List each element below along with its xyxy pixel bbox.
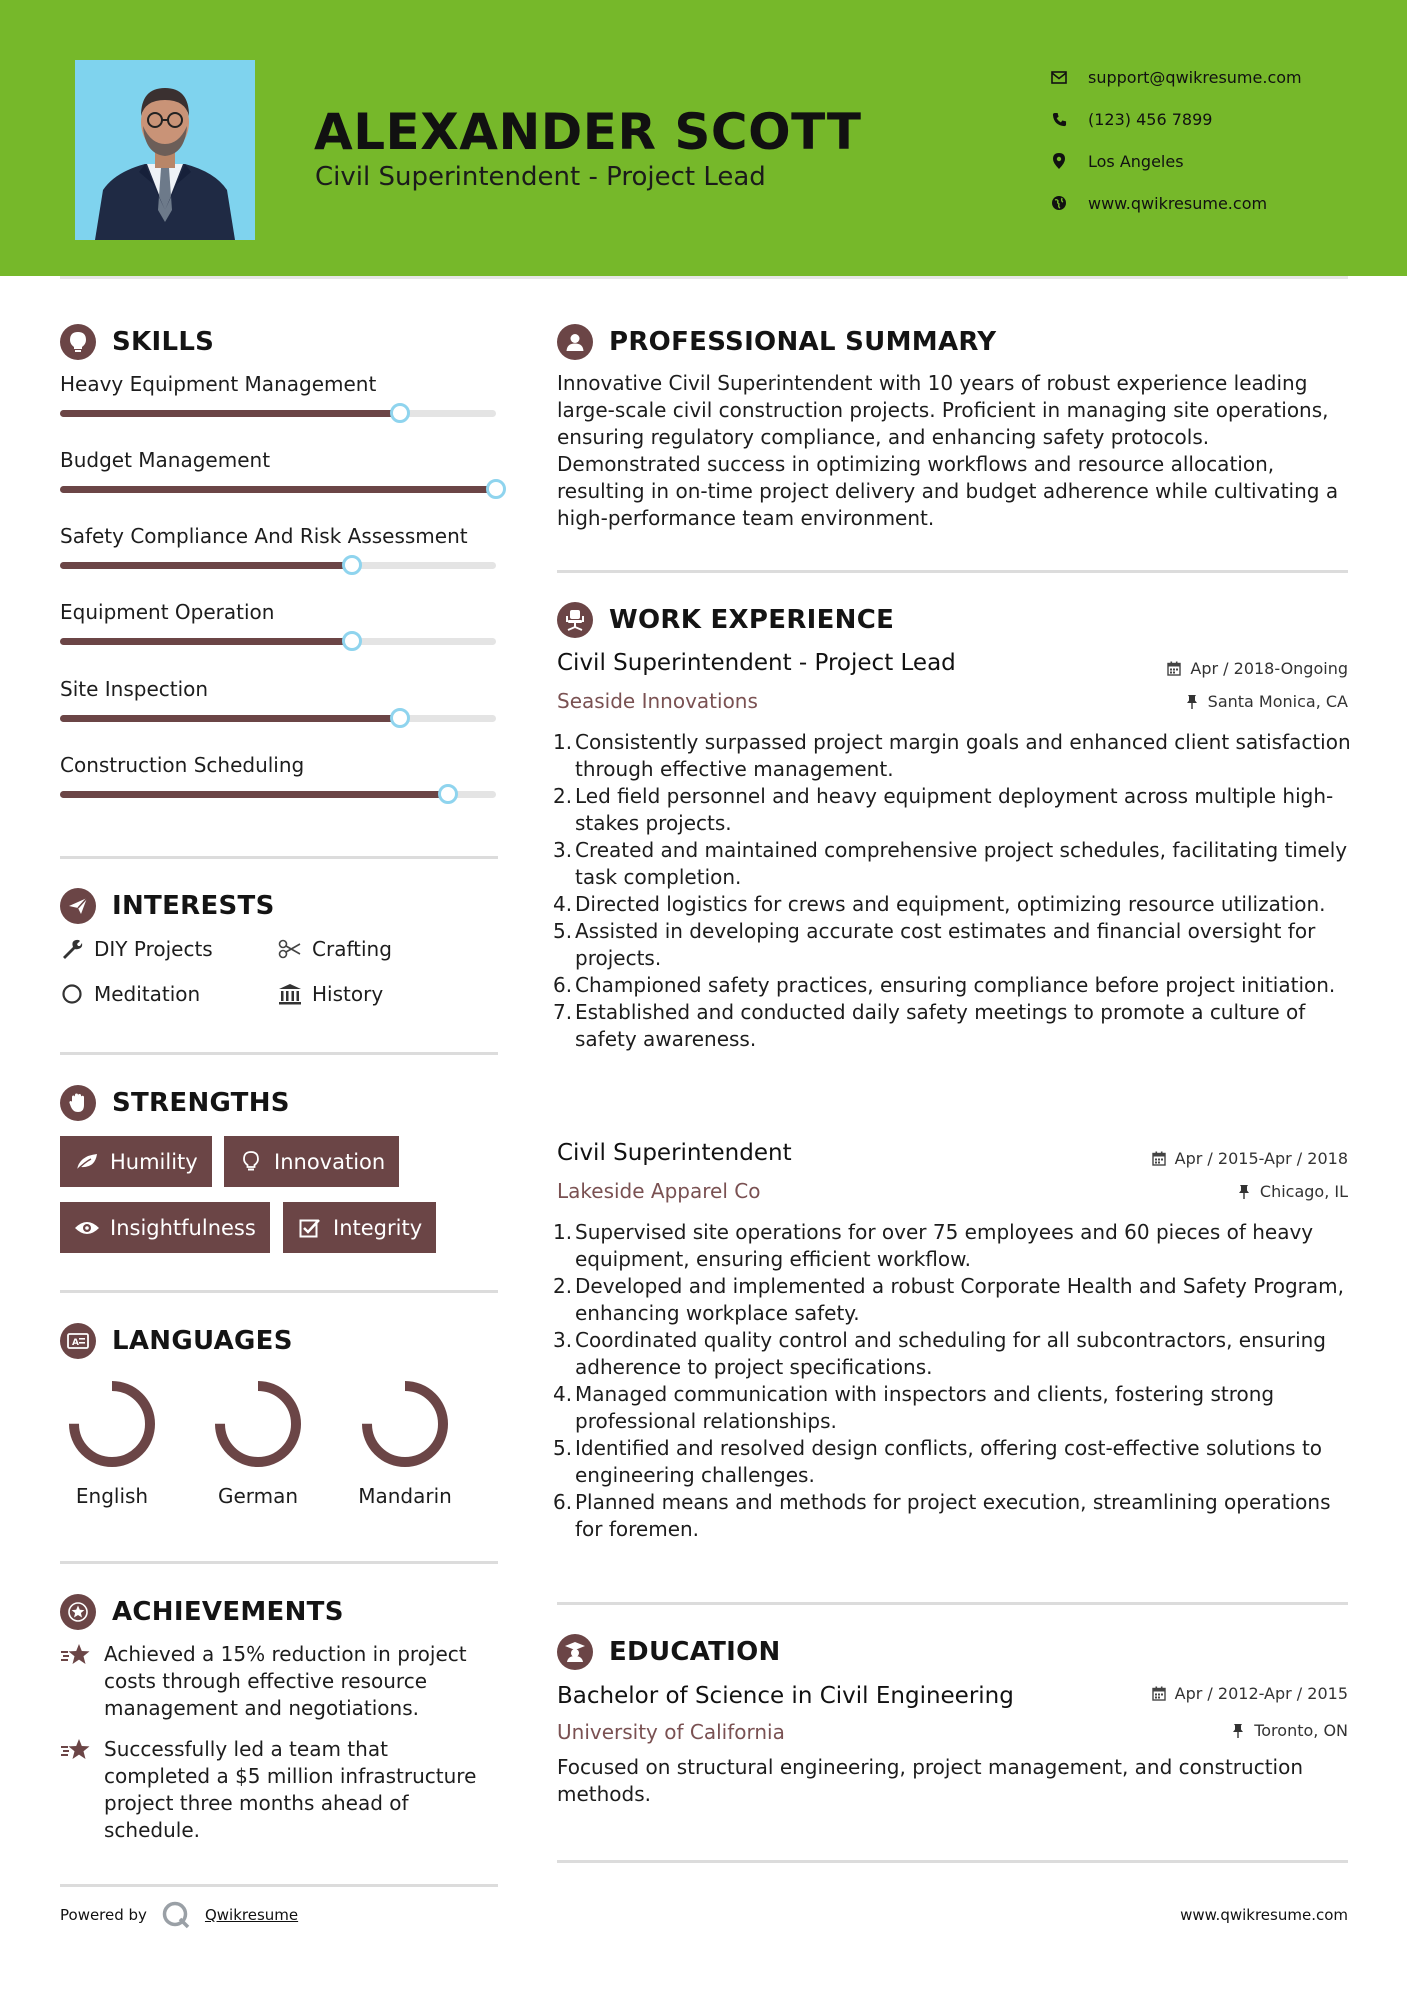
skill-name: Equipment Operation xyxy=(60,600,275,624)
strength-label: Insightfulness xyxy=(110,1215,256,1240)
contact-phone[interactable] xyxy=(1050,98,1302,140)
job-location xyxy=(1236,1182,1348,1201)
skill-item xyxy=(60,677,498,701)
language-item xyxy=(198,1378,318,1508)
calendar-icon xyxy=(1166,661,1182,677)
contact-email-text: support@qwikresume.com xyxy=(1088,67,1302,87)
footer-powered-by xyxy=(60,1900,298,1930)
interest-item xyxy=(278,937,392,961)
star-icon xyxy=(60,1736,92,1844)
language-item xyxy=(345,1378,465,1508)
hand-icon xyxy=(60,1085,96,1121)
interest-label: Crafting xyxy=(312,937,392,961)
globe-icon xyxy=(1050,194,1068,212)
achievement-text: Achieved a 15% reduction in project costs through effective resource management and negotiations. xyxy=(104,1642,467,1720)
job-duty: 5. Assisted in developing accurate cost estimates and financial oversight for projects. xyxy=(553,919,1316,970)
job-title: Civil Superintendent - Project Lead xyxy=(557,650,956,676)
office-chair-icon xyxy=(557,602,593,638)
strength-badge xyxy=(283,1202,436,1253)
powered-by-label: Powered by xyxy=(60,1906,147,1924)
section-divider xyxy=(557,1602,1348,1605)
job-duties-list xyxy=(553,729,1353,1053)
calendar-icon xyxy=(1151,1151,1167,1167)
language-level-ring xyxy=(66,1378,158,1470)
section-divider xyxy=(557,1860,1348,1863)
skill-name: Heavy Equipment Management xyxy=(60,372,377,396)
education-location xyxy=(1230,1721,1348,1740)
interest-item xyxy=(60,982,200,1006)
language-name: Mandarin xyxy=(358,1484,452,1508)
job-company: Seaside Innovations xyxy=(557,689,758,713)
star-badge-icon xyxy=(60,1594,96,1630)
skill-bar-fill xyxy=(60,715,400,722)
skill-bar-knob xyxy=(390,403,410,423)
pushpin-icon xyxy=(1236,1184,1252,1200)
languages-heading: A LANGUAGES xyxy=(60,1323,293,1359)
pushpin-icon xyxy=(1230,1723,1246,1739)
strength-label: Humility xyxy=(110,1149,198,1174)
user-icon xyxy=(557,324,593,360)
skill-bar xyxy=(60,715,496,722)
job-duty: 2. Developed and implemented a robust Corporate Health and Safety Program, enhancing workplace safety. xyxy=(553,1274,1344,1325)
job-company: Lakeside Apparel Co xyxy=(557,1179,761,1203)
job-duty: 6. Championed safety practices, ensuring compliance before project initiation. xyxy=(553,973,1336,997)
profile-photo xyxy=(75,60,255,240)
interest-label: Meditation xyxy=(94,982,201,1006)
skill-item xyxy=(60,372,498,396)
skill-bar-fill xyxy=(60,638,352,645)
contact-email[interactable] xyxy=(1050,56,1302,98)
strengths-heading: STRENGTHS xyxy=(60,1085,290,1121)
job-dates xyxy=(1151,1149,1348,1168)
strength-badge xyxy=(224,1136,399,1187)
wrench-icon xyxy=(60,937,84,961)
section-divider xyxy=(60,1290,498,1293)
brand-link[interactable]: Qwikresume xyxy=(204,1906,299,1924)
job-duty: 4. Directed logistics for crews and equipment, optimizing resource utilization. xyxy=(553,892,1326,916)
achievement-item xyxy=(60,1736,500,1844)
interest-item xyxy=(278,982,383,1006)
language-name: English xyxy=(75,1484,149,1508)
phone-icon xyxy=(1050,110,1068,128)
section-divider xyxy=(60,856,498,859)
skill-bar xyxy=(60,410,496,417)
lightbulb-icon xyxy=(238,1149,264,1175)
achievement-text: Successfully led a team that completed a $5 million infrastructure project three months ahead of schedule. xyxy=(104,1737,477,1842)
language-level-ring xyxy=(212,1378,304,1470)
star-icon xyxy=(60,1641,92,1722)
skill-bar-knob xyxy=(438,784,458,804)
interests-heading: INTERESTS xyxy=(60,888,275,924)
contact-phone-text: (123) 456 7899 xyxy=(1088,109,1213,129)
education-heading: EDUCATION xyxy=(557,1634,781,1670)
strength-label: Innovation xyxy=(274,1149,386,1174)
skill-name: Budget Management xyxy=(60,448,271,472)
interest-label: DIY Projects xyxy=(94,937,213,961)
skill-bar-knob xyxy=(390,708,410,728)
skill-item xyxy=(60,524,498,548)
interest-item xyxy=(60,937,213,961)
circle-outline-icon xyxy=(60,982,84,1006)
contact-location-text: Los Angeles xyxy=(1088,151,1184,171)
skill-bar xyxy=(60,562,496,569)
contact-website[interactable] xyxy=(1050,182,1302,224)
skill-item xyxy=(60,600,498,624)
skill-bar xyxy=(60,791,496,798)
skill-bar-knob xyxy=(342,631,362,651)
job-duty: 6. Planned means and methods for project execution, streamlining operations for foremen. xyxy=(553,1490,1331,1541)
job-dates-text: Apr / 2018-Ongoing xyxy=(1190,659,1348,678)
skill-bar-knob xyxy=(486,479,506,499)
header-divider xyxy=(60,276,1348,279)
section-divider xyxy=(60,1052,498,1055)
check-square-icon xyxy=(297,1215,323,1241)
footer-url[interactable]: www.qwikresume.com xyxy=(1180,1906,1348,1924)
candidate-title: Civil Superintendent - Project Lead xyxy=(315,162,766,192)
strength-badge xyxy=(60,1202,270,1253)
skill-bar xyxy=(60,638,496,645)
job-duty: 4. Managed communication with inspectors and clients, fostering strong professional relationships. xyxy=(553,1382,1275,1433)
strength-badge xyxy=(60,1136,212,1187)
leaf-icon xyxy=(74,1149,100,1175)
envelope-icon xyxy=(1050,68,1068,86)
education-degree: Bachelor of Science in Civil Engineering xyxy=(557,1683,1014,1709)
section-divider xyxy=(557,570,1348,573)
person-portrait-icon xyxy=(75,60,255,240)
job-duties-list xyxy=(553,1219,1353,1543)
language-card-icon xyxy=(60,1323,96,1359)
education-description: Focused on structural engineering, project management, and construction methods. xyxy=(557,1755,1304,1806)
scissors-icon xyxy=(278,937,302,961)
education-school: University of California xyxy=(557,1720,785,1744)
language-level-ring xyxy=(359,1378,451,1470)
job-title: Civil Superintendent xyxy=(557,1140,792,1166)
skill-name: Site Inspection xyxy=(60,677,209,701)
skill-bar-knob xyxy=(342,555,362,575)
job-duty: 1. Supervised site operations for over 75 employees and 60 pieces of heavy equipment, ensuring efficient workflow. xyxy=(553,1220,1314,1271)
section-divider xyxy=(60,1561,498,1564)
strength-label: Integrity xyxy=(333,1215,423,1240)
achievement-item xyxy=(60,1641,500,1722)
job-duty: 7. Established and conducted daily safety meetings to promote a culture of safety awareness. xyxy=(553,1000,1306,1051)
summary-text: Innovative Civil Superintendent with 10 years of robust experience leading large-scale civil construction projects. Proficient in managing site operations, ensuring regulatory compliance, and enhancing safety protocols. Demonstrated success in optimizing workflows and resource allocation, resulting in on-time project delivery and budget adherence while cultivating a high-performance team environment. xyxy=(557,371,1339,530)
job-location xyxy=(1184,692,1348,711)
skill-name: Construction Scheduling xyxy=(60,753,305,777)
skills-heading: SKILLS xyxy=(60,324,214,360)
education-location-text: Toronto, ON xyxy=(1254,1721,1348,1740)
eye-icon xyxy=(74,1215,100,1241)
candidate-name: ALEXANDER SCOTT xyxy=(314,103,862,161)
contact-list xyxy=(1050,56,1302,224)
skill-bar-fill xyxy=(60,791,448,798)
job-location-text: Chicago, IL xyxy=(1259,1182,1348,1201)
job-dates-text: Apr / 2015-Apr / 2018 xyxy=(1174,1149,1348,1168)
contact-location xyxy=(1050,140,1302,182)
pushpin-icon xyxy=(1184,694,1200,710)
bank-icon xyxy=(278,982,302,1006)
skill-item xyxy=(60,753,498,777)
summary-heading: PROFESSIONAL SUMMARY xyxy=(557,324,996,360)
job-duty: 3. Coordinated quality control and scheduling for all subcontractors, ensuring adherence to project specifications. xyxy=(553,1328,1327,1379)
job-duty: 5. Identified and resolved design conflicts, offering cost-effective solutions to engineering challenges. xyxy=(553,1436,1323,1487)
interest-label: History xyxy=(312,982,384,1006)
calendar-icon xyxy=(1151,1686,1167,1702)
job-dates xyxy=(1166,659,1348,678)
map-pin-icon xyxy=(1050,152,1068,170)
resume-header xyxy=(0,0,1407,276)
skill-item xyxy=(60,448,498,472)
qwikresume-logo-icon xyxy=(161,1900,191,1930)
skill-bar-fill xyxy=(60,562,352,569)
section-divider xyxy=(60,1884,498,1887)
skill-bar-fill xyxy=(60,486,496,493)
skill-bar xyxy=(60,486,496,493)
achievements-heading: ACHIEVEMENTS xyxy=(60,1594,344,1630)
skill-bar-fill xyxy=(60,410,400,417)
education-dates xyxy=(1151,1684,1348,1703)
svg-text:A: A xyxy=(72,1338,79,1348)
language-name: German xyxy=(217,1484,299,1508)
job-duty: 3. Created and maintained comprehensive project schedules, facilitating timely task completion. xyxy=(553,838,1348,889)
paper-plane-icon xyxy=(60,888,96,924)
skill-name: Safety Compliance And Risk Assessment xyxy=(60,524,468,548)
job-location-text: Santa Monica, CA xyxy=(1207,692,1348,711)
lightbulb-icon xyxy=(60,324,96,360)
contact-website-text: www.qwikresume.com xyxy=(1088,193,1268,213)
graduate-icon xyxy=(557,1634,593,1670)
language-item xyxy=(52,1378,172,1508)
job-duty: 2. Led field personnel and heavy equipment deployment across multiple high-stakes projects. xyxy=(553,784,1334,835)
education-dates-text: Apr / 2012-Apr / 2015 xyxy=(1174,1684,1348,1703)
experience-heading: WORK EXPERIENCE xyxy=(557,602,894,638)
job-duty: 1. Consistently surpassed project margin goals and enhanced client satisfaction through effective management. xyxy=(553,730,1351,781)
